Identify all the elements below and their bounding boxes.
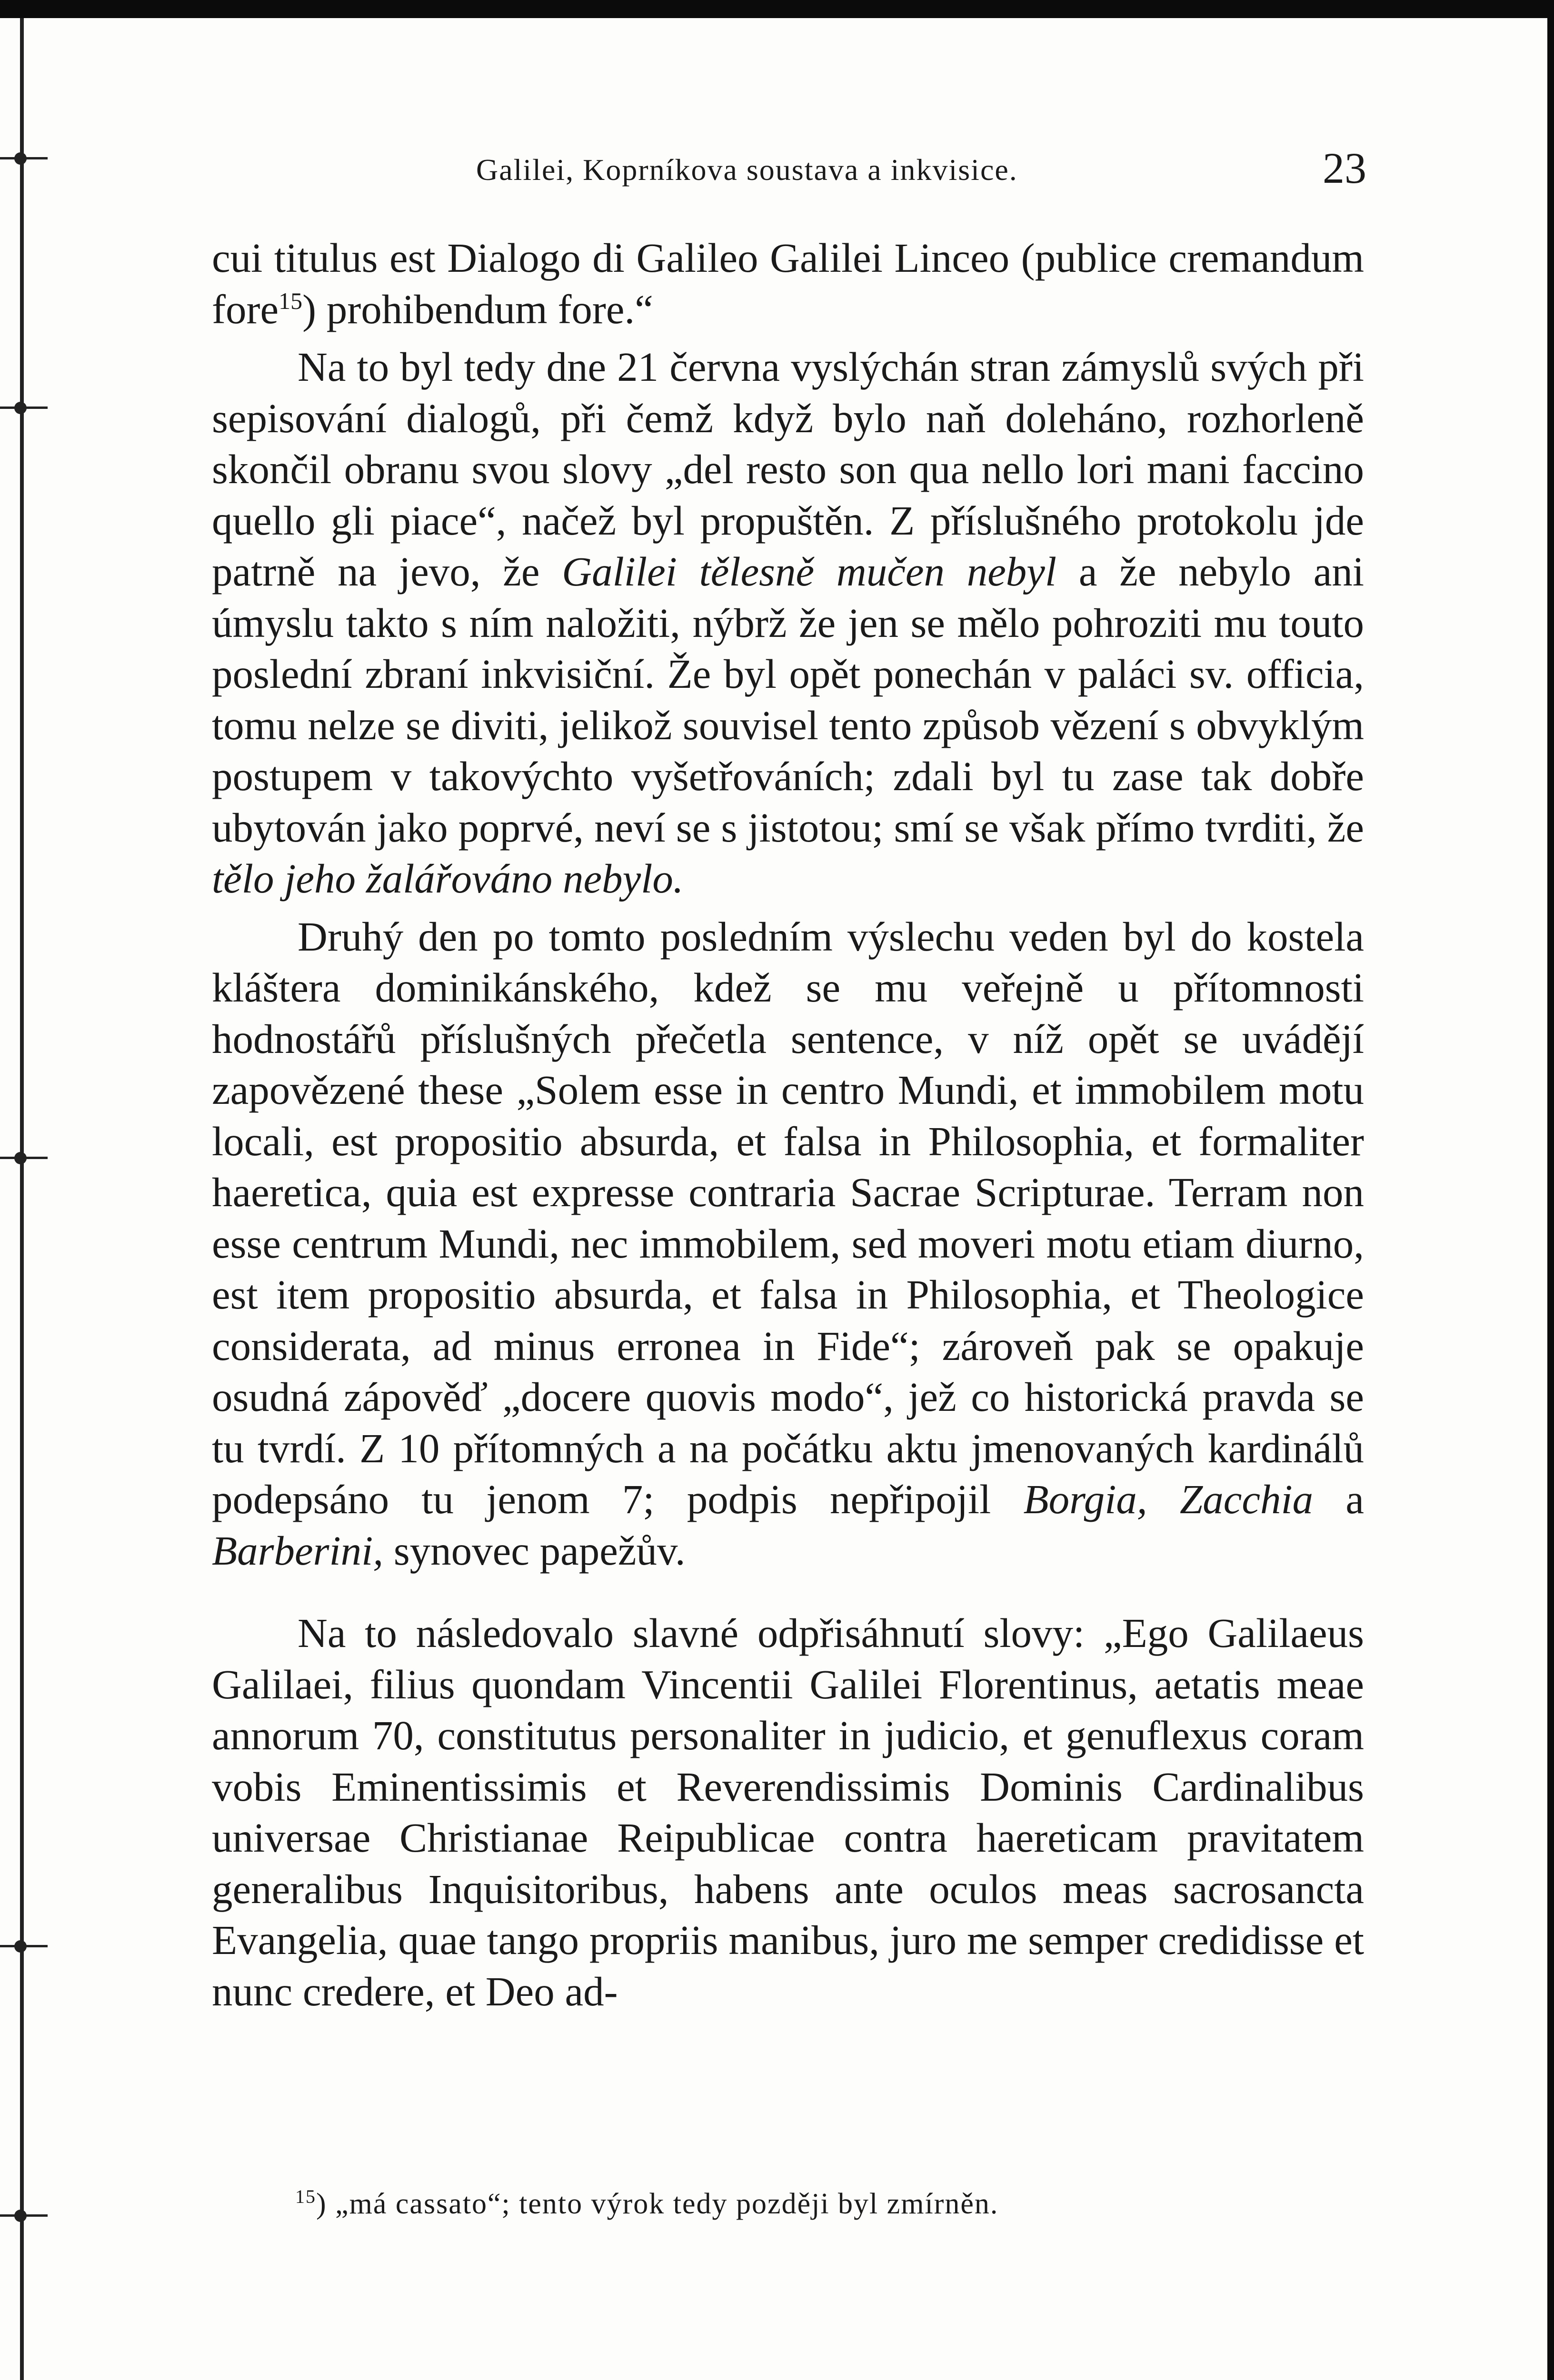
p1-text-b: ) prohibendum fore.“ [302, 286, 653, 332]
binding-stitch-mark [0, 151, 52, 166]
binding-stitch-mark [0, 1151, 52, 1165]
scan-border-top [0, 0, 1554, 18]
footnote-text: ) „má cassato“; tento výrok tedy později byl zmírněn. [316, 2188, 999, 2220]
p3-text-b: a [1313, 1476, 1364, 1522]
footnote [295, 2187, 1390, 2221]
p3-italic-1: Borgia, Zacchia [1023, 1476, 1314, 1522]
binding-stitch-mark [0, 1939, 52, 1954]
footnote-marker: 15 [295, 2186, 316, 2207]
p3-text-c: synovec papežův. [383, 1527, 686, 1574]
binding-stitch-mark [0, 401, 52, 415]
p4-text: Na to následovalo slavné odpřisáhnutí slovy: „Ego Galilaeus Galilaei, filius quondam Vincentii Galilei Florentinus, aetatis meae annorum 70, constitutus personaliter in judicio, et genuflexus coram vobis Eminentissimis et Reverendissimis Dominis Cardinalibus universae Christianae Reipublicae contra haereticam pravitatem generalibus Inquisitoribus, habens ante oculos meas sacrosancta Evangelia, quae tango propriis manibus, juro me semper credidisse et nunc credere, et Deo ad- [212, 1610, 1364, 2014]
page-number: 23 [1323, 144, 1366, 192]
p2-text-b: a že nebylo ani úmyslu takto s ním naložiti, nýbrž že jen se mělo pohroziti mu touto poslední zbraní inkvisiční. Že byl opět ponechán v paláci sv. officia, tomu nelze se diviti, jelikož souvisel tento způsob vězení s obvyklým postupem v takovýchto vyšetřováních; zdali byl tu zase tak dobře ubytován jako poprvé, neví se s jistotou; smí se však přímo tvrditi, že [212, 548, 1364, 851]
p2-italic-2: tělo jeho žalářováno nebylo. [212, 855, 684, 902]
p3-italic-2: Barberini, [212, 1527, 384, 1574]
binding-stitch-mark [0, 2209, 52, 2223]
p1-text-a: cui titulus est Dialogo di Galileo Galilei Linceo (publice cremandum fore [212, 235, 1364, 332]
paragraph-2 [212, 341, 1364, 904]
p3-text-a: Druhý den po tomto posledním výslechu veden byl do kostela kláštera dominikánského, kdež se mu veřejně u přítomnosti hodnostářů příslušných přečetla sentence, v níž opět se uvádějí zapovězené these „Solem esse in centro Mundi, et immobilem motu locali, est propositio absurda, et falsa in Philosophia, et formaliter haeretica, quia est expresse contraria Sacrae Scripturae. Terram non esse centrum Mundi, nec immobilem, sed moveri motu etiam diurno, est item propositio absurda, et falsa in Philosophia, et Theologice considerata, ad minus erronea in Fide“; zároveň pak se opakuje osudná zápověď „docere quovis modo“, jež co historická pravda se tu tvrdí. Z 10 přítomných a na počátku aktu jmenovaných kardinálů podepsáno tu jenom 7; podpis nepřipojil [212, 913, 1364, 1522]
main-text [212, 232, 1364, 2017]
paragraph-3 [212, 911, 1364, 1577]
p2-italic-1: Galilei tělesně mučen nebyl [562, 548, 1057, 595]
footnote-reference: 15 [279, 287, 303, 314]
page-header [476, 143, 1366, 195]
running-title: Galilei, Koprníkova soustava a inkvisice. [476, 153, 1018, 187]
p2-text-a: Na to byl tedy dne 21 června vyslýchán stran zámyslů svých při sepisování dialogů, při čemž když bylo naň doleháno, rozhorleně skončil obranu svou slovy „del resto son qua nello lori mani faccino quello gli piace“, načež byl propuštěn. Z příslušného protokolu jde patrně na jevo, že [212, 344, 1364, 595]
scan-border-right [1547, 0, 1554, 2380]
paragraph-1 [212, 232, 1364, 335]
binding-edge [20, 18, 24, 2380]
paragraph-4 [212, 1607, 1364, 2017]
